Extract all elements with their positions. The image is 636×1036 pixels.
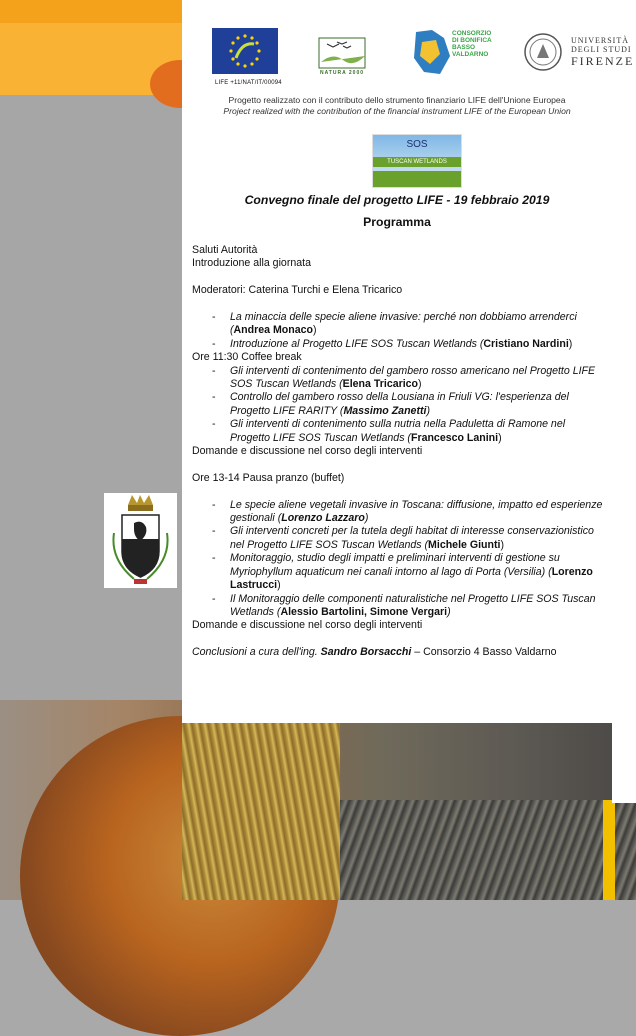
list-item: - Introduzione al Progetto LIFE SOS Tuscan Wetlands (Cristiano Nardini): [212, 337, 573, 350]
program-lunch-break: Ore 13-14 Pausa pranzo (buffet): [192, 471, 345, 484]
unifi-label: UNIVERSITÀ DEGLI STUDI FIRENZE: [571, 36, 635, 68]
list-item: - Controllo del gambero rosso della Lousiana in Friuli VG: l'esperienza del Progetto LIFE RARITY (Massimo Zanetti): [212, 391, 569, 417]
program-discussion: Domande e discussione nel corso degli interventi: [192, 619, 423, 632]
decor-yellow-stripe: [603, 800, 615, 900]
funding-italian: Progetto realizzato con il contributo dello strumento finanziario LIFE dell'Unione Europea: [228, 95, 566, 105]
sos-logo-grass: [373, 171, 461, 187]
program-discussion: Domande e discussione nel corso degli interventi: [192, 445, 423, 458]
unifi-seal-icon: [523, 32, 563, 72]
consorzio-logo: [410, 28, 492, 80]
program-body: [192, 244, 608, 660]
list-item: - Gli interventi di contenimento sulla nutria nella Paduletta di Ramone nel Progetto LIFE SOS Tuscan Wetlands (Francesco Lanini): [212, 418, 566, 444]
eu-stars-icon: [212, 28, 278, 74]
decor-orange-top: [0, 0, 182, 23]
program-conclusion: Conclusioni a cura dell'ing. Sandro Borsacchi – Consorzio 4 Basso Valdarno: [192, 646, 557, 659]
list-item: - Monitoraggio, studio degli impatti e preliminari interventi di gestione su Myriophyllum aquaticum nei canali intorno al lago di Porta (Versilia) (Lorenzo Lastrucci): [212, 552, 593, 592]
unifi-logo: [523, 32, 635, 76]
decor-top-white: [182, 0, 636, 23]
sos-logo-title: SOS: [406, 139, 428, 150]
list-item: - Gli interventi concreti per la tutela degli habitat di interesse conservazionistico nel Progetto LIFE SOS Tuscan Wetlands (Michele Giunti): [212, 525, 594, 551]
natura-label: NATURA 2000: [319, 70, 365, 76]
program-introduction: Introduzione alla giornata: [192, 257, 311, 270]
natura-2000-logo: [313, 32, 371, 80]
list-item: - Gli interventi di contenimento del gambero rosso americano nel Progetto LIFE SOS Tuscan Wetlands (Elena Tricarico): [212, 364, 596, 391]
list-item: - Le specie aliene vegetali invasive in Toscana: diffusione, impatto ed esperienze gestionali (Lorenzo Lazzaro): [212, 498, 603, 525]
funding-note: [182, 95, 612, 117]
event-title: Convegno finale del progetto LIFE - 19 febbraio 2019: [244, 193, 550, 207]
sos-tuscan-wetlands-logo: [372, 134, 462, 188]
decor-field-dark: [340, 800, 636, 900]
decor-field-gold: [182, 716, 340, 900]
municipal-crest: [104, 493, 177, 588]
logo-bar: [205, 28, 635, 90]
life-logo: [212, 28, 282, 86]
decor-right-strip: [612, 23, 636, 803]
list-item: - La minaccia delle specie aliene invasive: perché non dobbiamo arrenderci (Andrea Monaco): [212, 311, 577, 337]
list-item: - Il Monitoraggio delle componenti naturalistiche nel Progetto LIFE SOS Tuscan Wetlands (Alessio Bartolini, Simone Vergari): [212, 592, 596, 618]
program-heading: Programma: [363, 215, 431, 229]
program-moderators: Moderatori: Caterina Turchi e Elena Tricarico: [192, 284, 403, 297]
life-code: LIFE +11/NAT/IT/00094: [215, 80, 282, 86]
sos-logo-subtitle: TUSCAN WETLANDS: [373, 157, 461, 167]
coat-of-arms-icon: [104, 493, 177, 588]
tuscany-map-icon: [410, 28, 454, 80]
program-greetings: Saluti Autorità: [192, 244, 258, 256]
funding-english: Project realized with the contribution of the financial instrument LIFE of the European Union: [223, 106, 571, 116]
consorzio-label: CONSORZIO DI BONIFICA BASSO VALDARNO: [452, 30, 492, 58]
program-coffee-break: Ore 11:30 Coffee break: [192, 351, 302, 364]
natura-birds-icon: [313, 32, 371, 70]
